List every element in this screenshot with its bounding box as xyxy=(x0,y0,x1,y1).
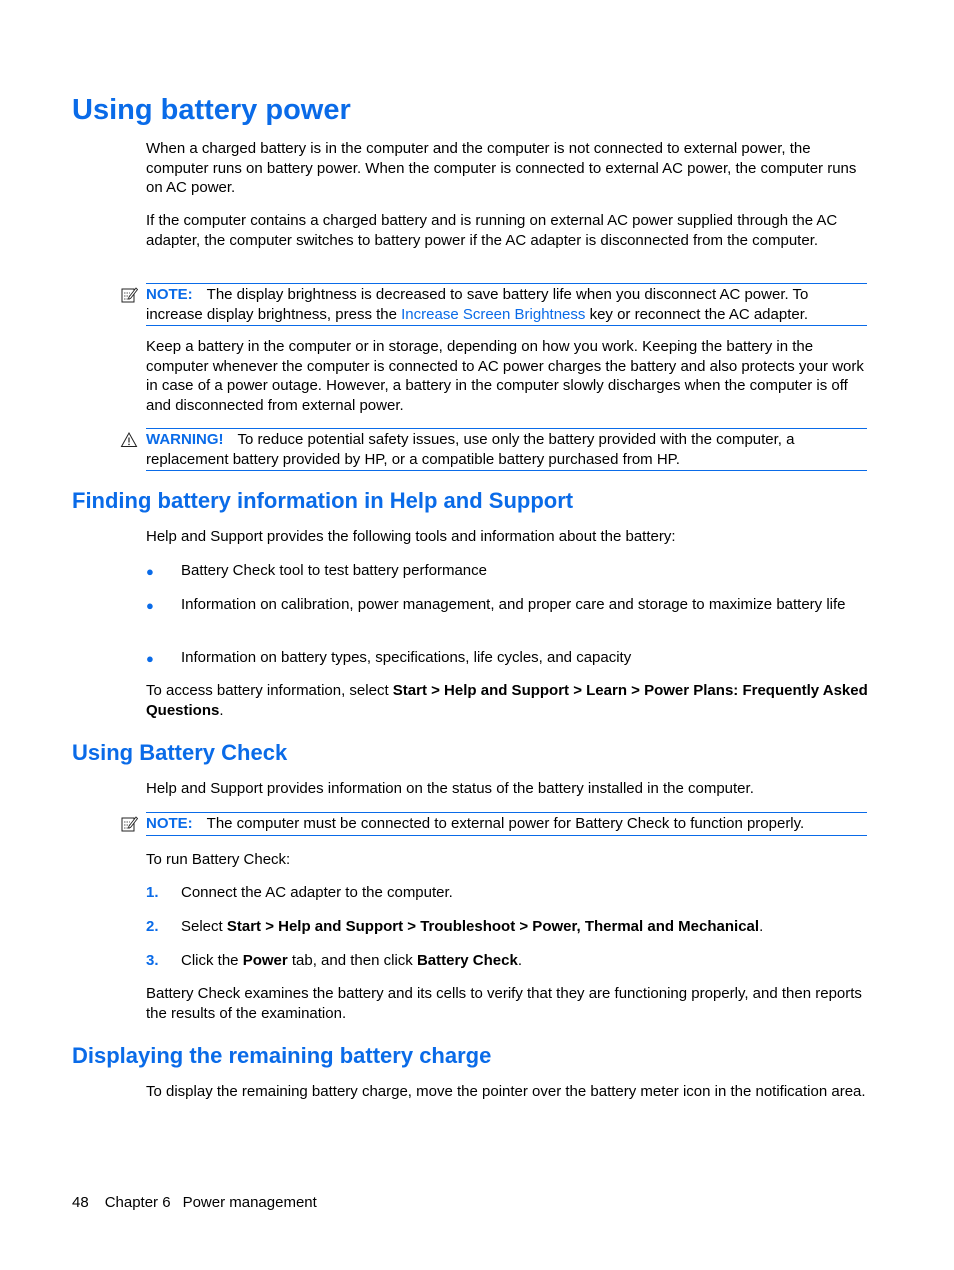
bullet-icon: ● xyxy=(146,564,154,579)
note-text: The display brightness is decreased to save battery life when you disconnect AC power. To increase display brightness, press the xyxy=(146,286,809,323)
remaining-charge-paragraph: To display the remaining battery charge, move the pointer over the battery meter icon in the notification area. xyxy=(146,1083,866,1100)
note-text: The computer must be connected to external power for Battery Check to function properly. xyxy=(206,815,805,832)
note-pad-icon xyxy=(120,815,138,833)
section-heading-battery-check: Using Battery Check xyxy=(72,740,288,765)
warning-callout xyxy=(146,428,867,471)
list-item: Information on battery types, specifications, life cycles, and capacity xyxy=(181,649,632,666)
list-item: Battery Check tool to test battery performance xyxy=(181,562,487,579)
step-text: Select xyxy=(181,918,227,935)
note-label: NOTE: xyxy=(146,815,193,832)
step-number: 1. xyxy=(146,884,159,901)
warning-text: To reduce potential safety issues, use only the battery provided with the computer, a replacement battery provided by HP, or a compatible battery purchased from HP. xyxy=(146,431,795,468)
page-title: Using battery power xyxy=(72,94,351,126)
bullet-icon: ● xyxy=(146,598,154,613)
run-battery-check-label: To run Battery Check: xyxy=(146,851,291,868)
step-item xyxy=(181,951,871,971)
step-item: Connect the AC adapter to the computer. xyxy=(181,884,453,901)
battery-check-label: Battery Check xyxy=(416,952,518,969)
note-callout-battery-check xyxy=(146,812,867,836)
step-number: 3. xyxy=(146,952,159,969)
access-prefix: To access battery information, select xyxy=(146,682,393,699)
warning-label: WARNING! xyxy=(146,431,224,448)
chapter-title: Power management xyxy=(182,1194,317,1211)
battery-storage-paragraph: Keep a battery in the computer or in storage, depending on how you work. Keeping the battery in the computer whenever the computer is connected to AC power charges the battery and also protects your work in case of a power outage. However, a battery in the computer slowly discharges when the computer is off and disconnected from external power. xyxy=(146,338,864,414)
list-item: Information on calibration, power management, and proper care and storage to maximize battery life xyxy=(181,596,846,613)
intro-paragraph-1: When a charged battery is in the computer and the computer is not connected to external power, the computer runs on battery power. When the computer is connected to external AC power, the computer runs on AC power. xyxy=(146,140,857,196)
intro-paragraph-2: If the computer contains a charged battery and is running on external AC power supplied through the AC adapter, the computer switches to battery power if the AC adapter is disconnected from the computer. xyxy=(146,212,838,249)
page-number: 48 xyxy=(72,1194,89,1211)
chapter-label: Chapter 6 xyxy=(104,1194,171,1211)
power-tab-label: Power xyxy=(242,952,288,969)
note-text-end: key or reconnect the AC adapter. xyxy=(585,305,809,323)
access-suffix: . xyxy=(219,701,224,719)
step-text-end: . xyxy=(517,952,523,969)
help-support-intro: Help and Support provides the following tools and information about the battery: xyxy=(146,528,676,545)
bullet-icon: ● xyxy=(146,651,154,666)
step-item xyxy=(181,917,871,937)
step-text-mid: tab, and then click xyxy=(287,952,417,969)
battery-check-intro: Help and Support provides information on the status of the battery installed in the computer. xyxy=(146,780,754,797)
access-info-paragraph xyxy=(146,681,870,720)
note-label: NOTE: xyxy=(146,286,193,303)
page-footer xyxy=(72,1193,333,1213)
battery-check-outro: Battery Check examines the battery and its cells to verify that they are functioning properly, and then reports the results of the examination. xyxy=(146,985,862,1022)
warning-triangle-icon xyxy=(120,431,138,449)
access-menu-path: Start > Help and Support > Learn > Power Plans: Frequently Asked Questions xyxy=(146,682,868,719)
section-heading-help-support: Finding battery information in Help and Support xyxy=(72,488,574,513)
step-menu-path: Start > Help and Support > Troubleshoot > Power, Thermal and Mechanical xyxy=(226,918,760,935)
increase-brightness-key-link[interactable]: Increase Screen Brightness xyxy=(401,305,586,323)
step-text-end: . xyxy=(759,918,764,935)
step-text: Click the xyxy=(181,952,243,969)
section-heading-remaining-charge: Displaying the remaining battery charge xyxy=(72,1043,492,1068)
note-callout xyxy=(146,283,867,326)
step-number: 2. xyxy=(146,918,159,935)
note-pad-icon xyxy=(120,286,138,304)
